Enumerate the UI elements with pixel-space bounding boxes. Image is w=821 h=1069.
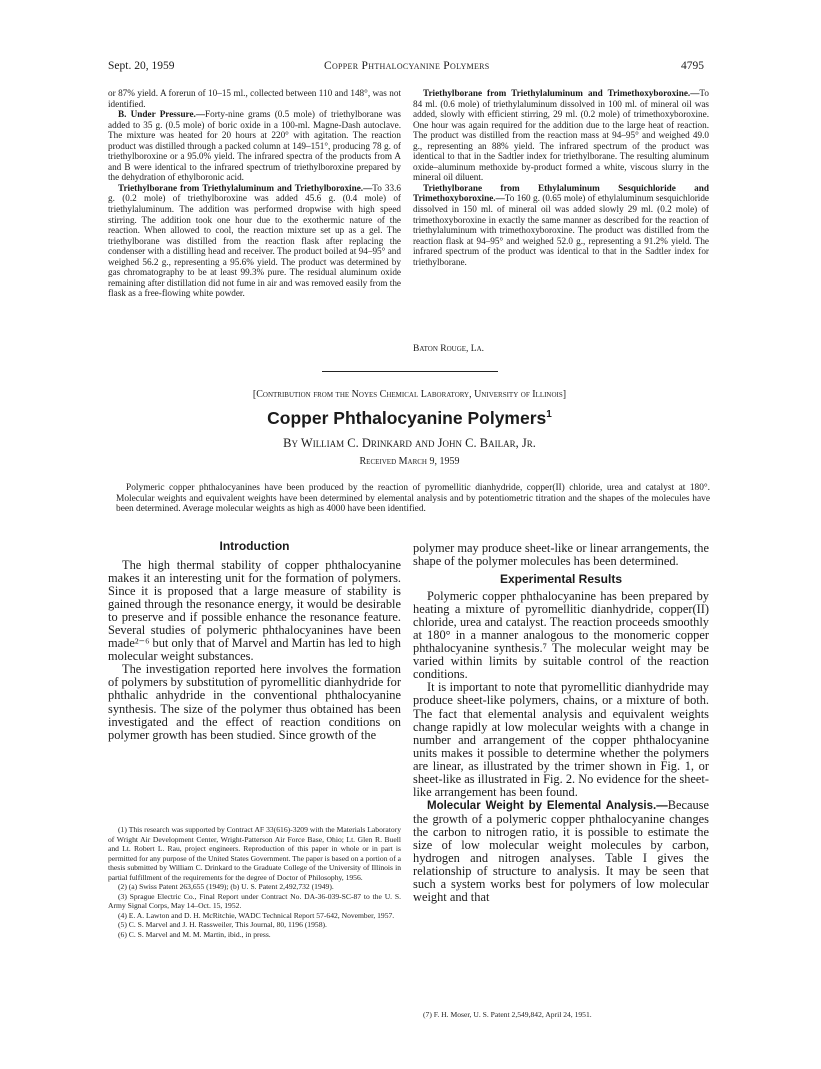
body-paragraph: Polymeric copper phthalocyanine has been prepared by heating a mixture of pyromellitic dianhydride, copper(II) chloride, urea and catalyst. The reaction proceeds smoothly at 180° in a manner analogous to the monomeric copper phthalocyanine synthesis.⁷ The molecular weight may be varied within limits by suitable control of the reaction conditions. xyxy=(413,589,709,682)
paragraph-lead: B. Under Pressure.— xyxy=(118,109,206,120)
section-heading-experimental: Experimental Results xyxy=(499,572,623,587)
prev-paragraph xyxy=(108,183,401,299)
running-date: Sept. 20, 1959 xyxy=(108,60,175,72)
footnote: (7) F. H. Moser, U. S. Patent 2,549,842, April 24, 1951. xyxy=(423,1010,592,1019)
paragraph-text: To 84 ml. (0.6 mole) of triethylaluminum dissolved in 100 ml. of mineral oil was added, slowly with efficient stirring, 29 ml. (0.2 mole) of trimethoxyboroxine. One hour was again required for the addition due to the large heat of reaction. The product was distilled from the reaction mass at 94–95° and weighed 49.0 g., representing an 88% yield. The infrared spectrum of the product was identical to that in the Sadtler index for triethylborane. The resulting aluminum oxide–aluminum methoxide by-product formed a white, viscous slurry in the mineral oil diluent. xyxy=(413,88,709,183)
paragraph-text: Forty-nine grams (0.5 mole) of triethylborane was added to 35 g. (0.5 mole) of boric oxide in a 100-ml. Magne-Dash autoclave. The mixture was heated for 20 hours at 220° with agitation. The reaction product was distilled through a packed column at 149–151°, producing 78 g. of triethylboroxine or a 95.0% yield. The infrared spectra of the products from A and B were identical to the infrared spectrum of triethylboroxine prepared by the dehydration of ethylboronic acid. xyxy=(108,109,401,183)
article-abstract: Polymeric copper phthalocyanines have been produced by the reaction of pyromellitic dianhydride, copper(II) chloride, urea and catalyst at 180°. Molecular weights and equivalent weights have been determined by elemental analysis and by potentiometric titration and the shapes of the molecules have been determined. Average molecular weights as high as 4000 have been identified. xyxy=(116,483,710,515)
footnotes-left xyxy=(108,825,401,940)
body-left-column xyxy=(108,539,401,742)
paragraph-lead: Triethylborane from Ethylaluminum Sesquichloride and Trimethoxyboroxine.— xyxy=(413,182,709,204)
article-separator xyxy=(322,371,498,372)
body-paragraph: The investigation reported here involves the formation of polymers by substitution of pyromellitic dianhydride for phthalic anhydride in the conventional phthalocyanine synthesis. The size of the polymer thus obtained has been investigated and the effect of reaction conditions on polymer growth has been studied. Since growth of the xyxy=(108,662,401,742)
footnote: (6) C. S. Marvel and M. M. Martin, ibid., in press. xyxy=(118,930,271,940)
paragraph-text: To 33.6 g. (0.2 mole) of triethylboroxine was added 45.6 g. (0.4 mole) of triethylaluminum. The addition was performed dropwise with high speed stirring. The addition took one hour due to the exothermic nature of the reaction. When allowed to cool, the reaction mixture set up as a gel. The triethylborane was distilled from the reaction flask after replacing the condenser with a distilling head and receiver. The product boiled at 94–95° and weighed 56.2 g., representing a 95.6% yield. The product was determined by gas chromatography to be at least 99.3% pure. The residual aluminum oxide remaining after distillation did not fume in air and was removed easily from the flask as a free-flowing white powder. xyxy=(108,182,401,299)
body-paragraph: It is important to note that pyromellitic dianhydride may produce sheet-like polymers, chains, or a mixture of both. The fact that elemental analysis and equivalent weights change rapidly at low molecular weights with a change in number and arrangement of the copper phthalocyanine units makes it possible to determine whether the polymers are linear, as illustrated by the trimer shown in Fig. 1, or sheet-like as illustrated in Fig. 2. No evidence for the sheet-like arrangement has been found. xyxy=(413,680,709,799)
contribution-line: [Contribution from the Noyes Chemical Laboratory, University of Illinois] xyxy=(252,389,567,400)
footnote: (1) This research was supported by Contract AF 33(616)-3209 with the Materials Laboratory of Wright Air Development Center, Wright-Patterson Air Force Base, Ohio; Lt. Glen R. Buell and Lt. Robert L. Rau, project engineers. Reproduction of this paper in whole or in part is permitted for any purpose of the United States Government. The paper is based on a portion of a thesis submitted by William C. Drinkard to the Graduate College of the University of Illinois in partial fulfillment of the requirements for the degree of Doctor of Philosophy, 1956. xyxy=(108,825,401,882)
page-number: 4795 xyxy=(681,60,704,72)
paragraph-text: Because the growth of a polymeric copper phthalocyanine changes the carbon to nitrogen ratio, it is possible to estimate the size of low molecular weight molecules by carbon, hydrogen and nitrogen analyses. Table I gives the relationship of structure to analysis. It may be seen that such a system works best for polymers of low molecular weight and that xyxy=(413,797,709,905)
body-paragraph: The high thermal stability of copper phthalocyanine makes it an interesting unit for the formation of polymers. Since it is proposed that a large measure of stability is gained through the resonance energy, it would be desirable to preserve and if possible enhance the resonance feature. Several studies of polymeric phthalocyanines have been made²⁻⁶ but only that of Marvel and Martin has led to high molecular weight substances. xyxy=(108,558,401,664)
article-title-text: Copper Phthalocyanine Polymers xyxy=(267,408,547,428)
footnote: (3) Sprague Electric Co., Final Report under Contract No. DA-36-039-SC-87 to the U. S. Army Signal Corps, May 14–Oct. 15, 1952. xyxy=(108,891,401,911)
body-right-column xyxy=(413,542,709,904)
running-title: Copper Phthalocyanine Polymers xyxy=(324,60,490,72)
paragraph-text: To 160 g. (0.65 mole) of ethylaluminum sesquichloride dissolved in 150 ml. of mineral oil was added slowly 29 ml. (0.2 mole) of trimethoxyboroxine in exactly the same manner as described for the reaction of triethylaluminum with trimethoxyboroxine. The product was distilled from the reaction flask at 94–95° and weighed 52.0 g., representing a 91.2% yield. The infrared spectrum of the product was identical to that in the Sadtler index for triethylborane. xyxy=(413,193,709,267)
body-paragraph xyxy=(413,799,709,904)
article-title xyxy=(108,408,711,429)
article-authors: By William C. Drinkard and John C. Bailar, Jr. xyxy=(283,436,536,450)
prev-paragraph xyxy=(413,88,709,183)
footnote: (5) C. S. Marvel and J. H. Rassweiler, This Journal, 80, 1196 (1958). xyxy=(118,920,327,930)
footnotes-right xyxy=(413,1010,709,1020)
title-footnote-mark: 1 xyxy=(546,409,552,421)
prev-paragraph xyxy=(108,109,401,183)
footnote: (2) (a) Swiss Patent 263,655 (1949); (b) U. S. Patent 2,492,732 (1949). xyxy=(118,882,334,892)
body-paragraph: polymer may produce sheet-like or linear arrangements, the shape of the polymer molecules has been determined. xyxy=(413,541,709,569)
section-heading-introduction: Introduction xyxy=(219,539,290,553)
footnote: (4) E. A. Lawton and D. H. McRitchie, WADC Technical Report 57-642, November, 1957. xyxy=(118,910,395,920)
location-signature: Baton Rouge, La. xyxy=(413,344,485,354)
prev-article-right-column xyxy=(413,88,709,267)
paragraph-lead: Triethylborane from Triethylaluminum and Trimethoxyboroxine.— xyxy=(423,88,700,98)
prev-paragraph xyxy=(413,183,709,267)
prev-paragraph: or 87% yield. A forerun of 10–15 ml., collected between 110 and 148°, was not identified. xyxy=(108,88,401,109)
prev-article-left-column xyxy=(108,88,401,299)
subsection-lead: Molecular Weight by Elemental Analysis.— xyxy=(427,799,668,812)
paragraph-lead: Triethylborane from Triethylaluminum and Triethylboroxine.— xyxy=(118,182,373,193)
received-date: Received March 9, 1959 xyxy=(359,456,460,467)
